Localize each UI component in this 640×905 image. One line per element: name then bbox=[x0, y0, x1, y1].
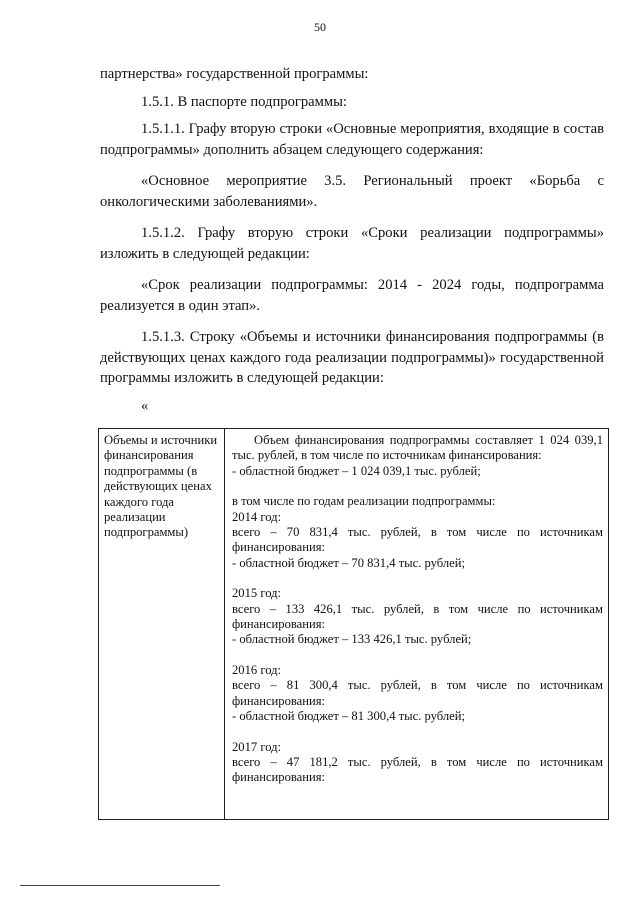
page-number: 50 bbox=[314, 20, 326, 34]
year-2014-total: всего – 70 831,4 тыс. рублей, в том числе по источникам финансирования: bbox=[232, 525, 603, 555]
paragraph-1-5-1-3: 1.5.1.3. Строку «Объемы и источники финансирования подпрограммы (в действующих ценах каждого года реализации подпрограммы)» государственной программы изложить в следующей редакции: bbox=[100, 329, 604, 386]
footnote-divider bbox=[20, 885, 220, 886]
paragraph-term: «Срок реализации подпрограммы: 2014 - 2024 годы, подпрограмма реализуется в один этап». bbox=[100, 277, 604, 314]
paragraph-partnership-end: партнерства» государственной программы: bbox=[100, 66, 369, 82]
year-2014-label: 2014 год: bbox=[232, 509, 282, 524]
year-2014-regional: - областной бюджет – 70 831,4 тыс. рублей; bbox=[232, 555, 465, 570]
year-2016-label: 2016 год: bbox=[232, 662, 282, 677]
paragraph-1-5-1-1: 1.5.1.1. Графу вторую строки «Основные мероприятия, входящие в состав подпрограммы» дополнить абзацем следующего содержания: bbox=[100, 121, 604, 158]
paragraph-1-5-1-2: 1.5.1.2. Графу вторую строки «Сроки реализации подпрограммы» изложить в следующей редакции: bbox=[100, 225, 604, 262]
year-2015-total: всего – 133 426,1 тыс. рублей, в том числе по источникам финансирования: bbox=[232, 601, 603, 632]
year-2017-label: 2017 год: bbox=[232, 739, 282, 754]
paragraph-main-event-3-5: «Основное мероприятие 3.5. Региональный проект «Борьба с онкологическими заболеваниями». bbox=[100, 173, 604, 210]
quote-open-mark: « bbox=[141, 397, 149, 414]
paragraph-1-5-1: 1.5.1. В паспорте подпрограммы: bbox=[141, 93, 347, 110]
table-row-header-cell: Объемы и источники финансирования подпрограммы (в действующих ценах каждого года реализации подпрограммы) bbox=[99, 429, 225, 819]
year-2015-label: 2015 год: bbox=[232, 586, 282, 601]
year-2017-total: всего – 47 181,2 тыс. рублей, в том числе по источникам финансирования: bbox=[232, 754, 603, 785]
financing-by-years-intro: в том числе по годам реализации подпрограммы: bbox=[232, 494, 496, 509]
document-body bbox=[100, 64, 604, 420]
financing-total-regional: - областной бюджет – 1 024 039,1 тыс. рублей; bbox=[232, 463, 481, 478]
financing-total: Объем финансирования подпрограммы составляет 1 024 039,1 тыс. рублей, в том числе по источникам финансирования: bbox=[232, 433, 603, 463]
table-row-value-cell bbox=[225, 429, 608, 819]
year-2015-regional: - областной бюджет – 133 426,1 тыс. рублей; bbox=[232, 632, 472, 647]
financing-table bbox=[98, 428, 609, 820]
year-2016-regional: - областной бюджет – 81 300,4 тыс. рублей; bbox=[232, 709, 465, 724]
year-2016-total: всего – 81 300,4 тыс. рублей, в том числе по источникам финансирования: bbox=[232, 678, 603, 708]
